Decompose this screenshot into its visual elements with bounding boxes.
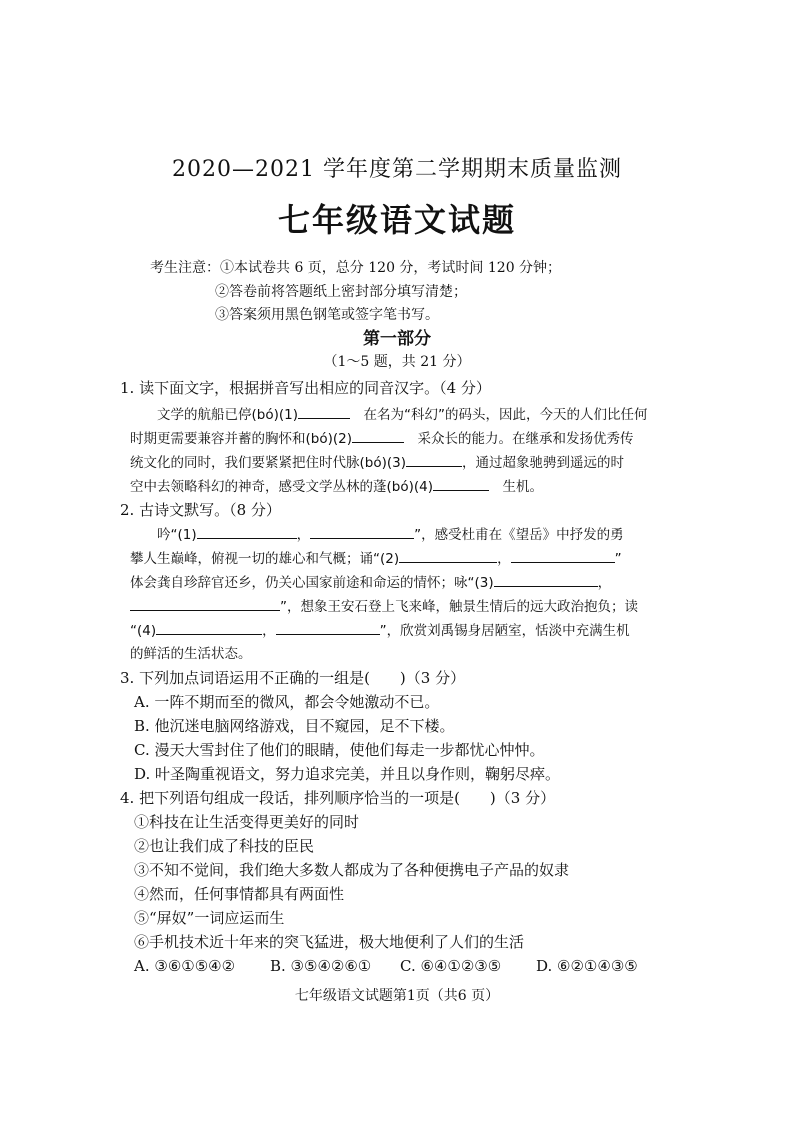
q4-choice-b: B. ③⑤④②⑥① (270, 957, 372, 975)
q3-option-c: C. 漫天大雪封住了他们的眼睛，使他们每走一步都忧心忡忡。 (134, 741, 545, 759)
q1-text: 在名为“科幻”的码头，因此，今天的人们比任何 (363, 407, 648, 423)
q4-item-1: ①科技在让生活变得更美好的同时 (134, 813, 360, 831)
q2-text: ， (497, 551, 511, 567)
q2-blank-3a[interactable] (494, 572, 598, 587)
q2-line-2 (130, 548, 622, 569)
q1-text: 空中去领略科幻的神奇，感受文学丛林的蓬(bó)(4) (130, 479, 433, 495)
q2-blank-2b[interactable] (511, 548, 615, 563)
q2-line-6: 的鲜活的生活状态。 (130, 646, 252, 662)
q2-blank-1b[interactable] (310, 524, 414, 539)
q2-line-5 (130, 620, 630, 641)
exam-period-title: 2020—2021 学年度第二学期期末质量监测 (172, 157, 622, 182)
q2-blank-4b[interactable] (276, 620, 380, 635)
q4-item-5: ⑤“屏奴”一词应运而生 (134, 909, 285, 927)
q2-blank-1a[interactable] (197, 524, 297, 539)
q2-text: 攀人生巅峰，俯视一切的雄心和气概；诵“(2) (130, 551, 400, 567)
notice-label: 考生注意： (150, 260, 220, 276)
q1-blank-1[interactable] (298, 404, 350, 419)
q3-option-d: D. 叶圣陶重视语文，努力追求完美，并且以身作则，鞠躬尽瘁。 (134, 765, 561, 783)
q2-text: 吟“(1) (130, 527, 197, 543)
notice-item-2: ②答卷前将答题纸上密封部分填写清楚； (215, 284, 467, 300)
notice-line-1 (150, 258, 561, 278)
part-subtitle: （1～5 题，共 21 分） (323, 354, 471, 370)
q1-blank-4[interactable] (433, 476, 489, 491)
q2-text: ”，欣赏刘禹锡身居陋室，恬淡中充满生机 (379, 623, 630, 639)
q1-blank-2[interactable] (352, 428, 404, 443)
q1-stem: 1. 读下面文字，根据拼音写出相应的同音汉字。（4 分） (120, 379, 491, 397)
q2-line-4 (130, 596, 638, 617)
q2-line-1 (130, 524, 624, 545)
q2-text: ， (296, 527, 311, 543)
q4-item-4: ④然而，任何事情都具有两面性 (134, 885, 345, 903)
page-footer: 七年级语文试题第1页（共6 页） (294, 988, 500, 1004)
part-title: 第一部分 (363, 329, 431, 349)
q2-line-3 (130, 572, 611, 593)
q1-text: 时期更需要兼容并蓄的胸怀和(bó)(2) (130, 431, 352, 447)
q4-stem: 4. 把下列语句组成一段话，排列顺序恰当的一项是( )（3 分） (120, 789, 556, 807)
q2-text: ， (262, 623, 276, 639)
q2-blank-3b[interactable] (130, 596, 280, 611)
q1-text: 文学的航船已停(bó)(1) (130, 407, 298, 423)
q3-stem: 3. 下列加点词语运用不正确的一组是( )（3 分） (120, 669, 466, 687)
q1-line-4 (130, 476, 543, 497)
q1-blank-3[interactable] (406, 452, 462, 467)
q1-text: 统文化的同时，我们要紧紧把住时代脉(bó)(3) (130, 455, 406, 471)
q2-text: ”，想象王安石登上飞来峰，触景生情后的远大政治抱负；读 (280, 599, 638, 615)
q1-text: ，通过超象驰骋到遥远的时 (462, 455, 624, 471)
q2-text: ” (614, 551, 622, 567)
q4-choice-d: D. ⑥②①④③⑤ (536, 957, 638, 975)
q1-line-2 (130, 428, 634, 449)
q4-item-2: ②也让我们成了科技的臣民 (134, 837, 315, 855)
q3-option-b: B. 他沉迷电脑网络游戏，目不窥园，足不下楼。 (134, 717, 455, 735)
q1-text: 生机。 (502, 479, 543, 495)
q2-text: “(4) (130, 623, 157, 639)
q2-blank-2a[interactable] (399, 548, 497, 563)
q1-line-1 (130, 404, 648, 425)
q2-blank-4a[interactable] (156, 620, 262, 635)
q1-line-3 (130, 452, 624, 473)
q4-choice-c: C. ⑥④①②③⑤ (400, 957, 502, 975)
q1-text: 采众长的能力。在继承和发扬优秀传 (417, 431, 634, 447)
q4-choice-a: A. ③⑥①⑤④② (134, 957, 236, 975)
exam-title: 七年级语文试题 (277, 201, 516, 239)
q2-text: ”，感受杜甫在《望岳》中抒发的勇 (414, 527, 624, 543)
q4-item-3: ③不知不觉间，我们绝大多数人都成为了各种便携电子产品的奴隶 (134, 861, 570, 879)
notice-item-1: ①本试卷共 6 页，总分 120 分，考试时间 120 分钟； (220, 260, 562, 276)
q4-item-6: ⑥手机技术近十年来的突飞猛进，极大地便利了人们的生活 (134, 933, 525, 951)
q2-text: 体会龚自珍辞官还乡，仍关心国家前途和命运的情怀；咏“(3) (130, 575, 494, 591)
q2-text: ， (597, 575, 612, 591)
notice-item-3: ③答案须用黑色钢笔或签字笔书写。 (215, 307, 439, 323)
q3-option-a: A. 一阵不期而至的微风，都会令她激动不已。 (134, 693, 440, 711)
q2-stem: 2. 古诗文默写。（8 分） (120, 501, 281, 519)
